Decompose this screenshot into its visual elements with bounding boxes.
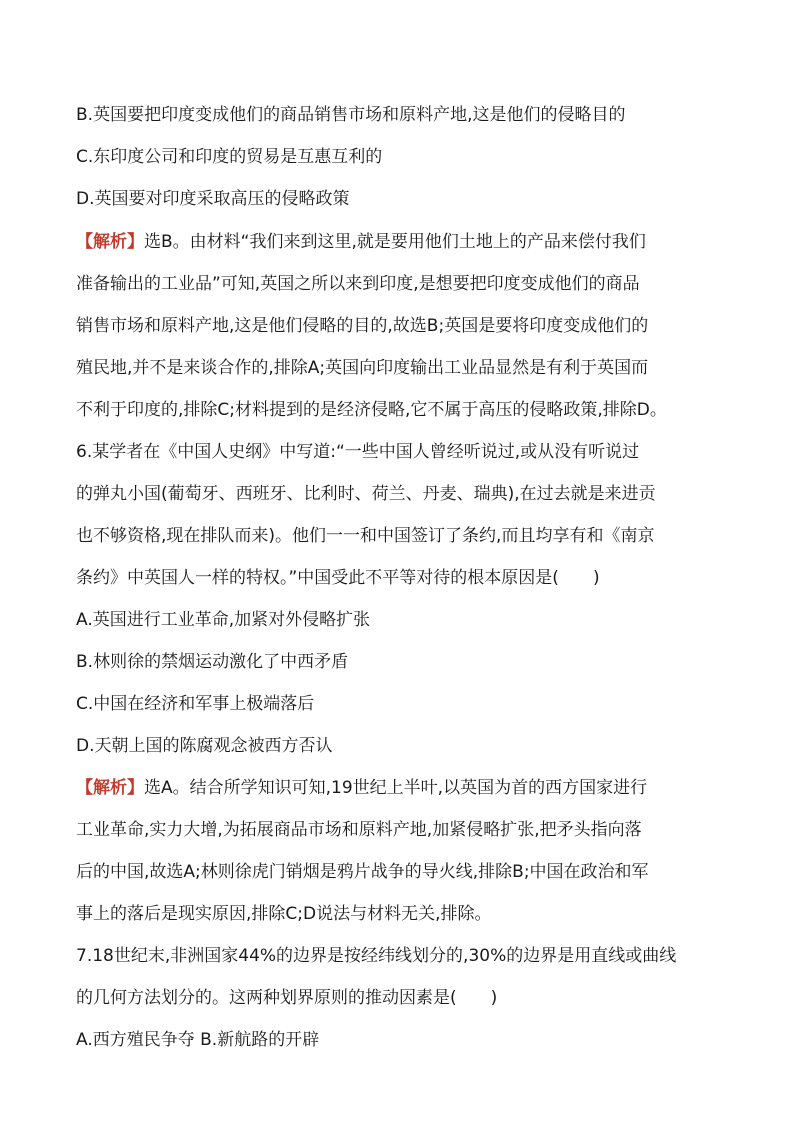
q6-analysis-line-2: 工业革命,实力大增,为拓展商品市场和原料产地,加紧侵略扩张,把矛头指向落 (76, 820, 642, 840)
q6-option-b: B.林则徐的禁烟运动激化了中西矛盾 (76, 652, 349, 672)
q5-analysis-line-5: 不利于印度的,排除C;材料提到的是经济侵略,它不属于高压的侵略政策,排除D。 (76, 400, 667, 420)
analysis-tag: 【解析】 (76, 232, 144, 252)
q5-analysis-line-4: 殖民地,并不是来谈合作的,排除A;英国向印度输出工业品显然是有利于英国而 (76, 358, 649, 378)
q6-analysis-line-3: 后的中国,故选A;林则徐虎门销烟是鸦片战争的导火线,排除B;中国在政治和军 (76, 862, 649, 882)
q5-analysis-line-2: 准备输出的工业品”可知,英国之所以来到印度,是想要把印度变成他们的商品 (76, 274, 640, 294)
q6-stem-line-2: 的弹丸小国(葡萄牙、西班牙、比利时、荷兰、丹麦、瑞典),在过去就是来进贡 (76, 484, 656, 504)
q6-analysis-line-4: 事上的落后是现实原因,排除C;D说法与材料无关,排除。 (76, 904, 492, 924)
q6-stem-line-3: 也不够资格,现在排队而来)。他们一一和中国签订了条约,而且均享有和《南京 (76, 526, 655, 546)
analysis-text: 选A。结合所学知识可知,19世纪上半叶,以英国为首的西方国家进行 (144, 778, 648, 798)
analysis-text: 选B。由材料“我们来到这里,就是要用他们土地上的产品来偿付我们 (144, 232, 646, 252)
q7-options-ab: A.西方殖民争夺 B.新航路的开辟 (76, 1030, 320, 1050)
q6-option-c: C.中国在经济和军事上极端落后 (76, 694, 315, 714)
q5-analysis-line-3: 销售市场和原料产地,这是他们侵略的目的,故选B;英国是要将印度变成他们的 (76, 316, 649, 336)
q6-stem-line-1: 6.某学者在《中国人史纲》中写道:“一些中国人曾经听说过,或从没有听说过 (76, 442, 640, 462)
q6-stem-line-4: 条约》中英国人一样的特权。”中国受此不平等对待的根本原因是( ) (76, 568, 600, 588)
q5-option-d: D.英国要对印度采取高压的侵略政策 (76, 189, 350, 209)
q7-stem-line-1: 7.18世纪末,非洲国家44%的边界是按经纬线划分的,30%的边界是用直线或曲线 (76, 946, 677, 966)
q7-stem-line-2: 的几何方法划分的。这两种划界原则的推动因素是( ) (76, 988, 498, 1008)
q5-option-b: B.英国要把印度变成他们的商品销售市场和原料产地,这是他们的侵略目的 (76, 105, 626, 125)
q6-option-a: A.英国进行工业革命,加紧对外侵略扩张 (76, 610, 371, 630)
q5-analysis-line-1 (76, 231, 726, 253)
analysis-tag: 【解析】 (76, 778, 144, 798)
q5-option-c: C.东印度公司和印度的贸易是互惠互利的 (76, 147, 383, 167)
q6-analysis-line-1 (76, 777, 726, 799)
q6-option-d: D.天朝上国的陈腐观念被西方否认 (76, 736, 333, 756)
